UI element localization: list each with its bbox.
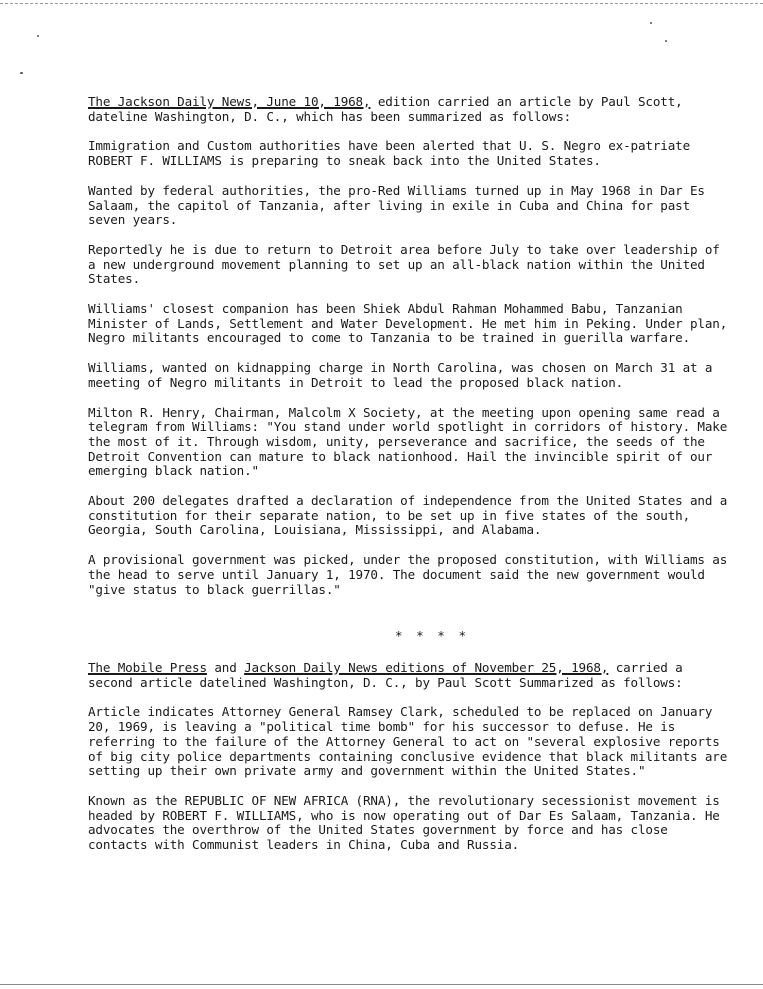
paragraph-intro-1 bbox=[88, 95, 728, 124]
paragraph: Williams, wanted on kidnapping charge in North Carolina, was chosen on March 31 at a meeting of Negro militants in Detroit to lead the proposed black nation. bbox=[88, 360, 713, 390]
scan-speck bbox=[665, 40, 667, 42]
source-citation: The Jackson Daily News, June 10, 1968, bbox=[88, 94, 371, 109]
paragraph: About 200 delegates drafted a declaration of independence from the United States and a constitution for their separate nation, to be set up in five states of the south, Georgia, South Carolina, Louisiana, Mississippi, and Alabama. bbox=[88, 493, 728, 538]
paragraph-intro-2 bbox=[88, 661, 728, 690]
top-edge-rule bbox=[0, 3, 763, 4]
section-separator: * * * * bbox=[394, 628, 470, 644]
scan-speck bbox=[650, 22, 652, 24]
paragraph: Wanted by federal authorities, the pro-Red Williams turned up in May 1968 in Dar Es Salaam, the capitol of Tanzania, after living in exile in Cuba and China for past seven years. bbox=[88, 182, 705, 228]
paragraph-text: edition carried an article by Paul Scott, dateline Washington, D. C., which has been summarized as follows: bbox=[88, 94, 683, 124]
source-citation: The Mobile Press bbox=[88, 659, 207, 675]
paragraph: Williams' closest companion has been Shiek Abdul Rahman Mohammed Babu, Tanzanian Minister of Lands, Settlement and Water Development. He met him in Peking. Under plan, Negro militants encouraged to come to Tanzania to be trained in guerilla warfare. bbox=[88, 301, 728, 346]
scan-speck bbox=[20, 72, 23, 74]
paragraph: Reportedly he is due to return to Detroit area before July to take over leadership of a new underground movement planning to set up an all-black nation within the United States. bbox=[88, 241, 720, 287]
paragraph: Milton R. Henry, Chairman, Malcolm X Society, at the meeting upon opening same read a telegram from Williams: "You stand under world spotlight in corridors of history. Make the most of it. Through wisdom, unity, perseverance and sacrifice, the seeds of the Detroit Convention can mature to black nationhood. Hail the invincible spirit of our emerging black nation." bbox=[88, 404, 728, 479]
source-citation: Jackson Daily News editions of November 25, 1968, bbox=[244, 659, 609, 675]
bottom-edge-rule bbox=[0, 984, 763, 985]
paragraph-text: and bbox=[206, 659, 245, 675]
document-body bbox=[88, 95, 728, 868]
scan-speck bbox=[37, 35, 39, 37]
paragraph-text: carried a second article datelined Washington, D. C., by Paul Scott Summarized as follows: bbox=[88, 659, 683, 690]
paragraph: Known as the REPUBLIC OF NEW AFRICA (RNA), the revolutionary secessionist movement is headed by ROBERT F. WILLIAMS, who is now operating out of Dar Es Salaam, Tanzania. He advocates the overthrow of the United States government by force and has close contacts with Communist leaders in China, Cuba and Russia. bbox=[88, 792, 720, 853]
paragraph: A provisional government was picked, under the proposed constitution, with Williams as the head to serve until January 1, 1970. The document said the new government would "give status to black guerrillas." bbox=[88, 552, 728, 597]
paragraph: Article indicates Attorney General Ramsey Clark, scheduled to be replaced on January 20, 1969, is leaving a "political time bomb" for his successor to defuse. He is referring to the failure of the Attorney General to act on "several explosive reports of big city police departments containing conclusive evidence that black militants are setting up their own private army and government within the United States." bbox=[88, 704, 728, 779]
paragraph: Immigration and Custom authorities have been alerted that U. S. Negro ex-patriate ROBERT F. WILLIAMS is preparing to sneak back into the United States. bbox=[88, 138, 690, 169]
